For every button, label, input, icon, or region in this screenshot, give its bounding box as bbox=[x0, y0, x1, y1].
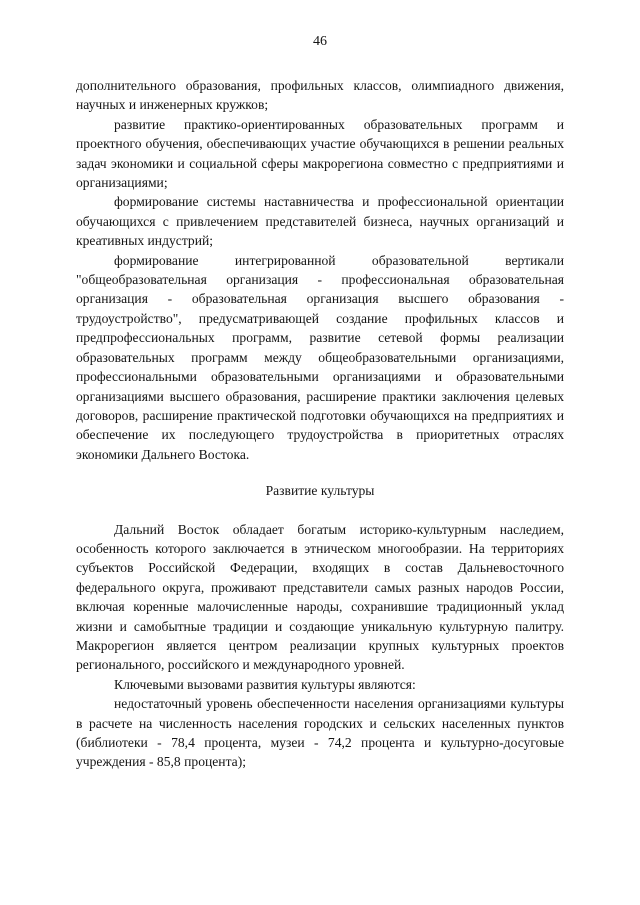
page-number: 46 bbox=[313, 34, 327, 49]
paragraph: формирование системы наставничества и профессиональной ориентации обучающихся с привлечением представителей бизнеса, научных организаций и креативных индустрий; bbox=[76, 194, 564, 249]
paragraph: развитие практико-ориентированных образовательных программ и проектного обучения, обеспечивающих участие обучающихся в решении реальных задач экономики и социальной сферы макрорегиона совместно с предприятиями и организациями; bbox=[76, 116, 564, 191]
paragraph: формирование интегрированной образовательной вертикали "общеобразовательная организация - профессиональная образовательная организация - образовательная организация высшего образования - трудоустройство", предусматривающей создание профильных классов и предпрофессиональных программ, развитие сетевой формы реализации образовательных программ между общеобразовательными организациями, профессиональными образовательными организациями и образовательными организациями высшего образования, расширение практики заключения целевых договоров, расширение практической подготовки обучающихся на предприятиях и обеспечение их последующего трудоустройства в приоритетных отраслях экономики Дальнего Востока. bbox=[76, 252, 564, 462]
paragraph: Ключевыми вызовами развития культуры являются: bbox=[114, 676, 416, 692]
paragraph: Дальний Восток обладает богатым историко-культурным наследием, особенность которого заключается в этническом многообразии. На территориях субъектов Российской Федерации, входящих в состав Дальневосточного федерального округа, проживают представители самых разных народов России, включая коренные малочисленные народы, сохранившие традиционный уклад жизни и самобытные традиции и создающие уникальную культурную палитру. Макрорегион является центром реализации крупных культурных проектов регионального, российского и международного уровней. bbox=[76, 521, 564, 673]
paragraph: недостаточный уровень обеспеченности населения организациями культуры в расчете на численность населения городских и сельских населенных пунктов (библиотеки - 78,4 процента, музеи - 74,2 процента и культурно-досуговые учреждения - 85,8 процента); bbox=[76, 696, 564, 770]
paragraph: дополнительного образования, профильных классов, олимпиадного движения, научных и инженерных кружков; bbox=[76, 78, 564, 113]
section-heading: Развитие культуры bbox=[265, 483, 375, 499]
document-body bbox=[76, 76, 564, 772]
